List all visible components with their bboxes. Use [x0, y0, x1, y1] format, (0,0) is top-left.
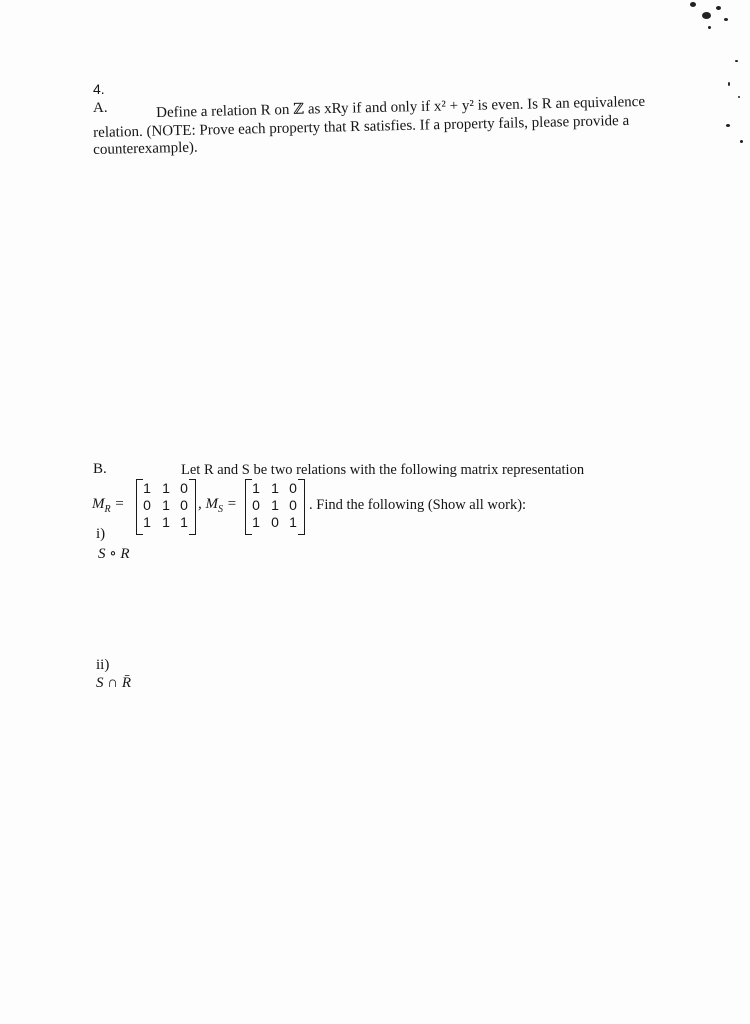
- mr-cell: 1: [162, 480, 170, 496]
- mr-cell: 1: [143, 480, 151, 496]
- question-number: 4.: [93, 81, 105, 97]
- part-b-intro: Let R and S be two relations with the following matrix representation: [181, 462, 585, 478]
- matrix-ms: [245, 479, 305, 533]
- ms-cell: 0: [289, 480, 297, 496]
- mr-cell: 0: [180, 497, 188, 513]
- ms-cell: 1: [289, 514, 297, 530]
- mr-cell: 0: [180, 480, 188, 496]
- part-a-line-1: Define a relation R on ℤ as xRy if and only if x² + y² is even. Is R an equivalence: [156, 93, 646, 121]
- mr-cell: 0: [143, 497, 151, 513]
- ms-cell: 0: [289, 497, 297, 513]
- ms-cell: 1: [252, 514, 260, 530]
- ms-cell: 0: [252, 497, 260, 513]
- mr-cell: 1: [162, 497, 170, 513]
- part-a-label: A.: [93, 100, 108, 116]
- part-b-instruction: . Find the following (Show all work):: [309, 497, 527, 513]
- sub-i-expression: S ∘ R: [98, 546, 130, 562]
- ms-label: , $M_S$ =: [198, 496, 237, 515]
- matrix-mr: [136, 479, 196, 533]
- mr-cell: 1: [162, 514, 170, 530]
- ms-cell: 1: [271, 480, 279, 496]
- mr-label: $M_R$ =: [92, 496, 125, 515]
- part-b-label: B.: [93, 461, 107, 477]
- sub-i-label: i): [96, 526, 106, 542]
- part-a-line-2: relation. (NOTE: Prove each property that R satisfies. If a property fails, please provide a: [93, 112, 630, 141]
- ms-cell: 1: [271, 497, 279, 513]
- ms-cell: 0: [271, 514, 279, 530]
- sub-ii-label: ii): [96, 657, 110, 673]
- mr-cell: 1: [180, 514, 188, 530]
- ms-cell: 1: [252, 480, 260, 496]
- mr-cell: 1: [143, 514, 151, 530]
- part-a-line-3: counterexample).: [93, 139, 198, 158]
- sub-ii-expression: S ∩ R̄: [96, 675, 131, 691]
